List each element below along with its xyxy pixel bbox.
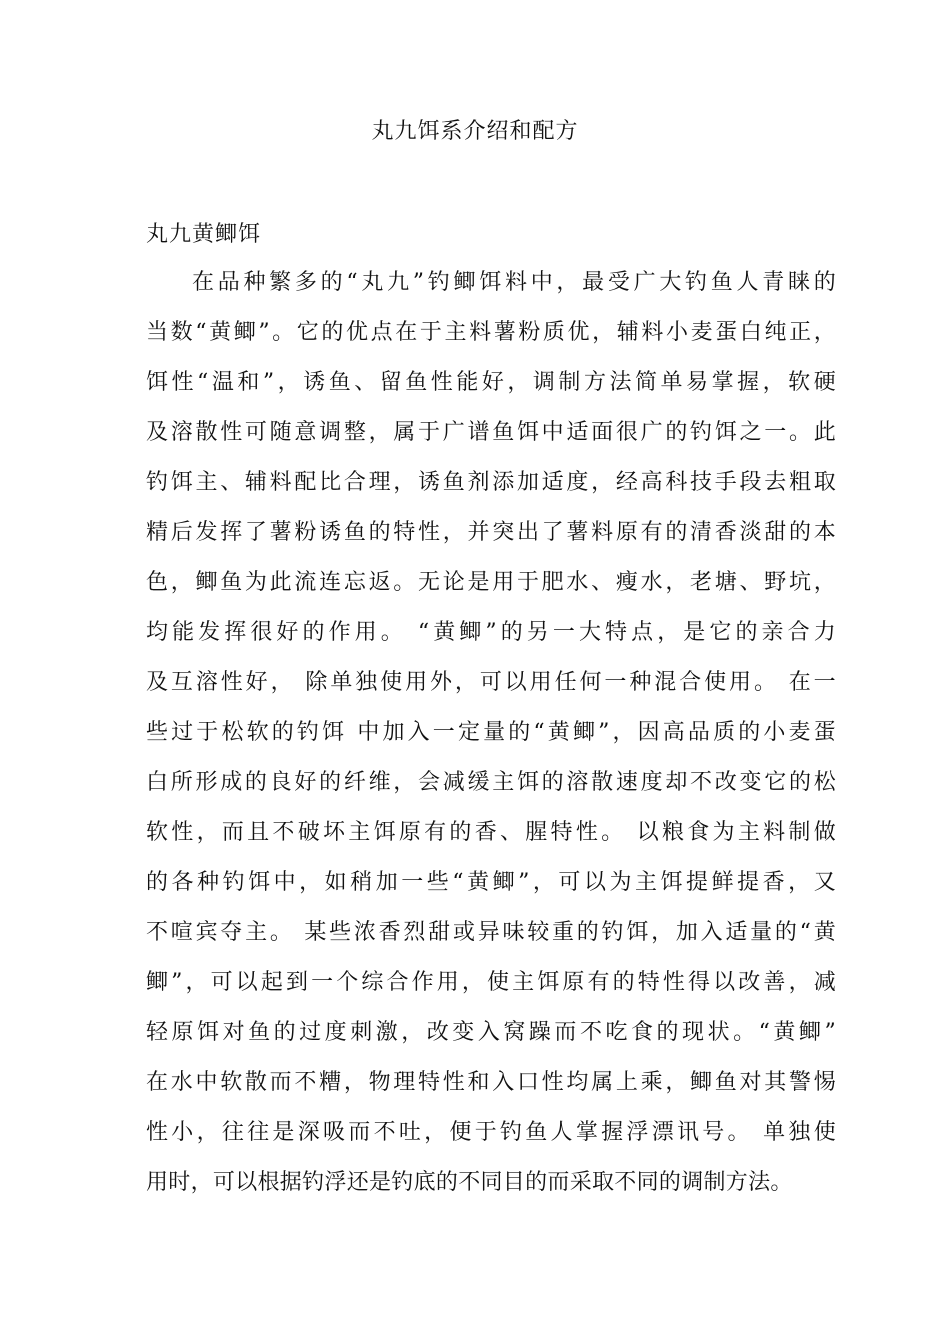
body-paragraph <box>146 265 836 1215</box>
paragraph-line: 饵性“温和”，诱鱼、留鱼性能好，调制方法简单易掌握，软硬 <box>146 370 836 395</box>
paragraph-line: 白所形成的良好的纤维，会减缓主饵的溶散速度却不改变它的松 <box>146 770 836 795</box>
paragraph-line: 在品种繁多的“丸九”钓鲫饵料中，最受广大钓鱼人青睐的 <box>192 270 836 295</box>
section-heading: 丸九黄鲫饵 <box>146 222 262 247</box>
paragraph-line: 精后发挥了薯粉诱鱼的特性，并突出了薯料原有的清香淡甜的本 <box>146 520 836 545</box>
paragraph-line: 当数“黄鲫”。它的优点在于主料薯粉质优，辅料小麦蛋白纯正， <box>146 320 836 345</box>
paragraph-line: 的各种钓饵中，如稍加一些“黄鲫”，可以为主饵提鲜提香，又 <box>146 870 836 895</box>
paragraph-line: 均能发挥很好的作用。 “黄鲫”的另一大特点，是它的亲合力 <box>146 620 836 645</box>
paragraph-line: 轻原饵对鱼的过度刺激，改变入窝躁而不吃食的现状。“黄鲫” <box>146 1020 836 1045</box>
paragraph-line: 色，鲫鱼为此流连忘返。无论是用于肥水、瘦水，老塘、野坑， <box>146 570 836 595</box>
paragraph-line: 性小，往往是深吸而不吐，便于钓鱼人掌握浮漂讯号。 单独使 <box>146 1120 836 1145</box>
document-title: 丸九饵系介绍和配方 <box>371 119 579 144</box>
paragraph-line: 在水中软散而不糟，物理特性和入口性均属上乘，鲫鱼对其警惕 <box>146 1070 836 1095</box>
paragraph-line: 软性，而且不破坏主饵原有的香、腥特性。 以粮食为主料制做 <box>146 820 836 845</box>
paragraph-line: 钓饵主、辅料配比合理，诱鱼剂添加适度，经高科技手段去粗取 <box>146 470 836 495</box>
paragraph-line: 及互溶性好， 除单独使用外，可以用任何一种混合使用。 在一 <box>146 670 836 695</box>
paragraph-line: 些过于松软的钓饵 中加入一定量的“黄鲫”，因高品质的小麦蛋 <box>146 720 836 745</box>
paragraph-line: 及溶散性可随意调整，属于广谱鱼饵中适面很广的钓饵之一。此 <box>146 420 836 445</box>
paragraph-line: 鲫”，可以起到一个综合作用，使主饵原有的特性得以改善，减 <box>146 970 836 995</box>
paragraph-line: 用时，可以根据钓浮还是钓底的不同目的而采取不同的调制方法。 <box>146 1170 793 1195</box>
paragraph-line: 不喧宾夺主。 某些浓香烈甜或异味较重的钓饵，加入适量的“黄 <box>146 920 836 945</box>
